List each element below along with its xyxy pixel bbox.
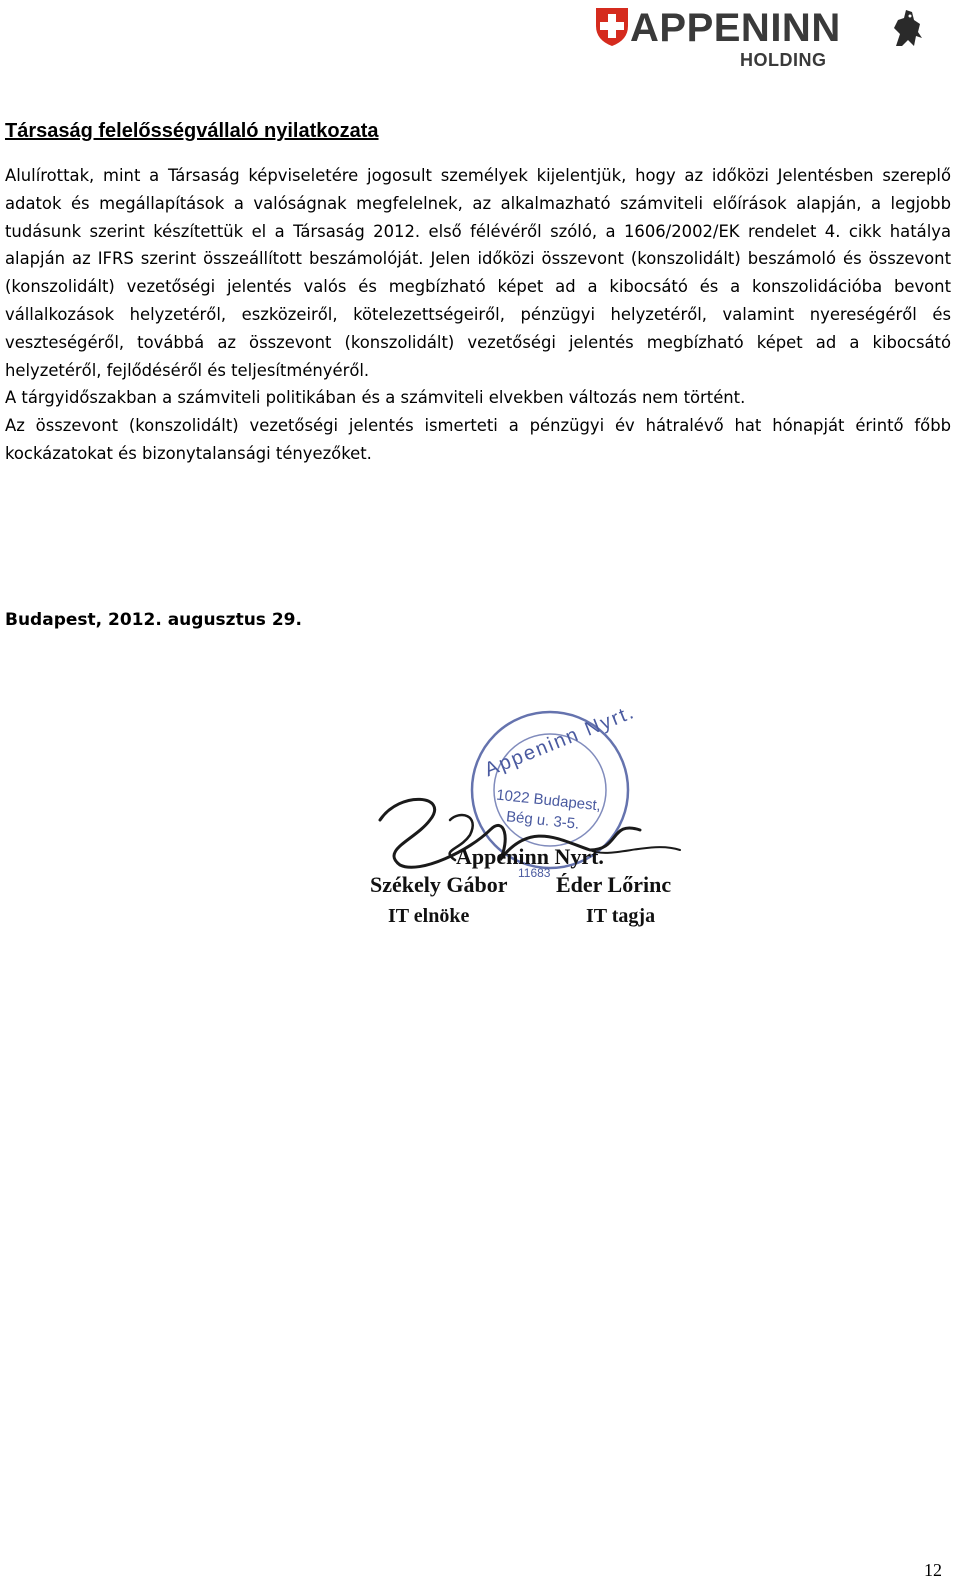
- paragraph-3: Az összevont (konszolidált) vezetőségi jelentés ismerteti a pénzügyi év hátralévő hat hónapját érintő főbb kockázatokat és bizonytalansági tényezőket.: [5, 416, 951, 463]
- signer-1-role: IT elnöke: [388, 905, 470, 927]
- logo-wordmark: APPENINN: [630, 6, 841, 50]
- page-number: 12: [924, 1560, 942, 1580]
- document-title: Társaság felelősségvállaló nyilatkozata: [5, 120, 379, 142]
- stamp-number: 11683: [518, 866, 551, 880]
- signer-2-name: Éder Lőrinc: [556, 872, 672, 897]
- stamp-top-text: Appeninn Nyrt.: [481, 700, 639, 782]
- stamp-address-line-1: 1022 Budapest,: [495, 786, 602, 815]
- place-and-date: Budapest, 2012. augusztus 29.: [5, 610, 302, 630]
- signer-1-name: Székely Gábor: [370, 872, 508, 897]
- logo-subtitle: HOLDING: [740, 50, 827, 70]
- declaration-body: [5, 162, 951, 468]
- paragraph-1: Alulírottak, mint a Társaság képviseletére jogosult személyek kijelentjük, hogy az időközi Jelentésben szereplő adatok és megállapítások a valóságnak megfelelnek, az alkalmazható számviteli előírások alapján, a legjobb tudásunk szerint készítettük el a Társaság 2012. első félévéről szóló, a 1606/2002/EK rendelet 4. cikk hatálya alapján az IFRS szerint összeállított beszámolóját. Jelen időközi összevont (konszolidált) beszámoló és összevont (konszolidált) vezetőségi jelentés valós és megbízható képet ad a kibocsátó és a konszolidációba bevont vállalkozások helyzetéről, eszközeiről, kötelezettségeiről, pénzügyi helyzetéről, valamint nyereségéről és veszteségéről, továbbá az összevont (konszolidált) vezetőségi jelentés megbízható képet ad a kibocsátó helyzetéről, fejlődéséről és teljesítményéről.: [5, 166, 951, 380]
- company-name: Appeninn Nyrt.: [456, 844, 604, 869]
- company-logo: [594, 4, 934, 74]
- signature-block: [360, 700, 720, 960]
- bear-emblem-icon: [888, 6, 928, 50]
- signer-2-role: IT tagja: [586, 905, 656, 927]
- stamp-address-line-2: Bég u. 3-5.: [505, 808, 581, 833]
- swiss-shield-icon: [594, 4, 630, 48]
- paragraph-2: A tárgyidőszakban a számviteli politikában és a számviteli elvekben változás nem történt.: [5, 388, 746, 408]
